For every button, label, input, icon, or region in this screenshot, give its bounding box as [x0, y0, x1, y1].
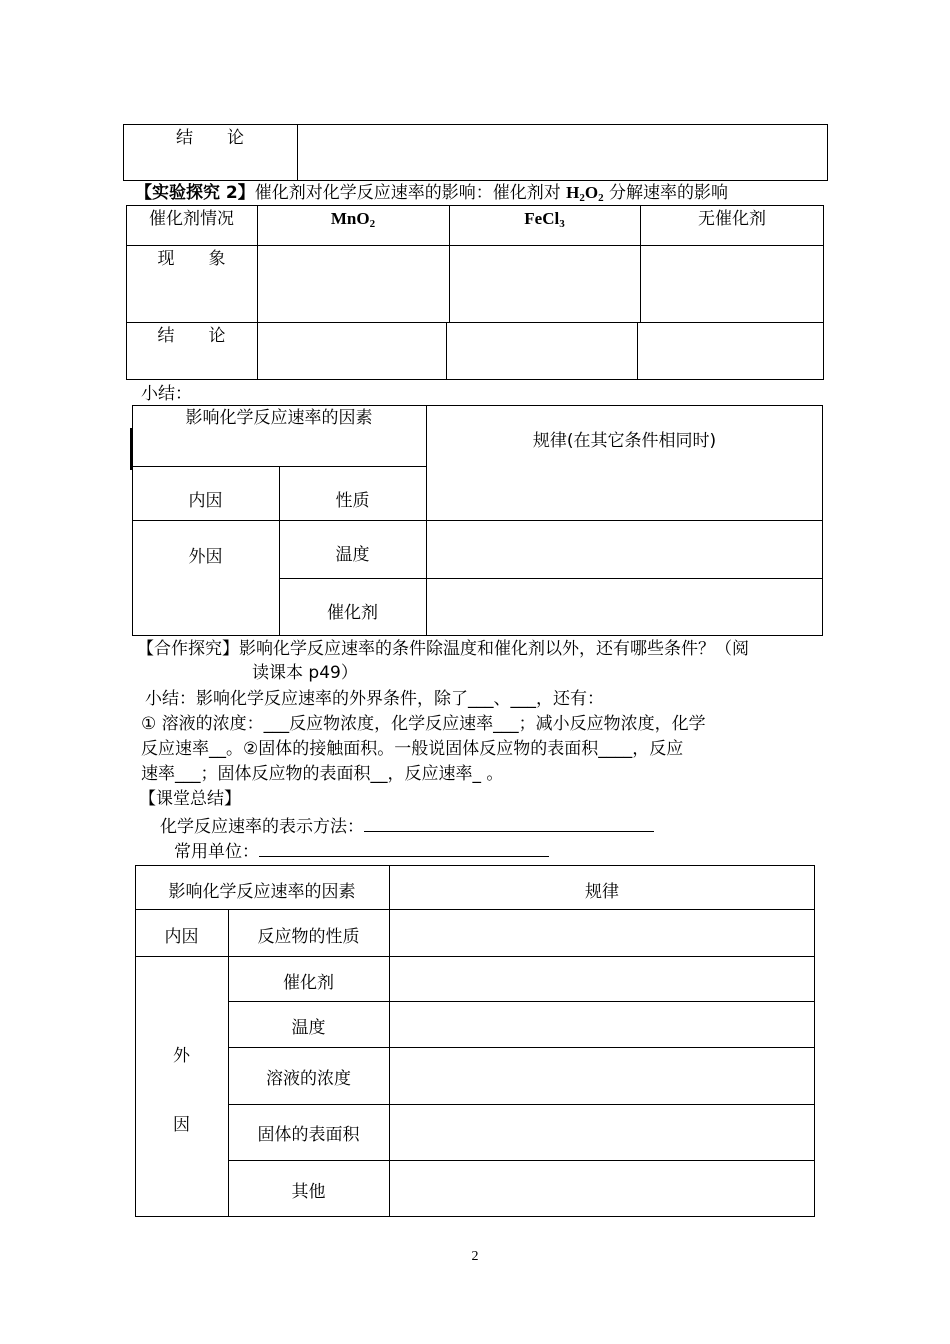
final-item-concentration: 溶液的浓度: [266, 1069, 351, 1089]
final-inner: 内因: [164, 927, 199, 947]
final-item-other: 其他: [291, 1182, 326, 1202]
header-no-catalyst: 无催化剂: [698, 209, 766, 229]
conclusion-label: 结 论: [176, 128, 244, 148]
unit-label: [174, 838, 549, 863]
factors-table-hline-2: [132, 520, 823, 521]
outer-factor: 外因: [188, 547, 223, 567]
unit-blank: [259, 838, 549, 857]
rule-header: 规律(在其它条件相同时): [532, 431, 717, 451]
row-phenomenon: 现 象: [157, 249, 226, 269]
coop-summary-3: 反应速率__。②固体的接触面积。一般说固体反应物的表面积____，反应: [141, 739, 684, 759]
final-item-temperature: 温度: [291, 1018, 326, 1038]
final-table-hline-2: [135, 956, 815, 957]
final-inner-item: 反应物的性质: [257, 927, 360, 947]
header-fecl3-sub: 3: [559, 218, 565, 230]
coop-summary-1: 小结：影响化学反应速率的外界条件，除了___、___，还有：: [145, 689, 604, 709]
inner-factor: 内因: [188, 491, 223, 511]
final-outer-1: 外: [173, 1046, 190, 1066]
exp2-heading-sub1: 2: [579, 192, 585, 204]
header-fecl3-main: FeCl: [524, 209, 560, 228]
catalyst-table-vline-2b: [446, 322, 447, 380]
coop-summary-4: 速率___；固体反应物的表面积__，反应速率_ 。: [141, 764, 504, 784]
final-table-vline-2: [389, 865, 390, 1217]
final-table: [135, 865, 815, 1217]
final-table-hline-5: [228, 1104, 815, 1105]
final-table-hline-6: [228, 1160, 815, 1161]
exp2-heading-main: 催化剂对化学反应速率的影响：催化剂对: [254, 183, 567, 203]
catalyst-table-hline-1: [126, 245, 824, 246]
page-number: 2: [471, 1249, 479, 1264]
header-fecl3: [449, 208, 640, 235]
method-label-text: 化学反应速率的表示方法：: [160, 817, 364, 837]
method-label: [160, 813, 654, 838]
coop-line-1: 【合作探究】影响化学反应速率的条件除温度和催化剂以外，还有哪些条件？（阅: [137, 639, 749, 659]
outer-item-temperature: 温度: [335, 545, 370, 565]
header-mno2-sub: 2: [369, 218, 376, 230]
factors-table-left-mark: [130, 428, 132, 470]
final-item-catalyst: 催化剂: [283, 973, 334, 993]
exp2-heading-h: H: [566, 183, 580, 202]
summary-label: 小结：: [141, 384, 192, 404]
coop-summary-2: ① 溶液的浓度：___反应物浓度，化学反应速率___；减小反应物浓度，化学: [141, 714, 706, 734]
exp2-heading-prefix: 【实验探究 2】: [135, 183, 255, 203]
exp2-heading-o: O: [584, 183, 599, 202]
conclusion-table-divider: [297, 124, 298, 181]
coop-line-2: 读课本 p49）: [252, 663, 358, 683]
inner-item: 性质: [335, 491, 370, 511]
unit-label-text: 常用单位：: [174, 842, 259, 862]
header-mno2-main: MnO: [330, 209, 370, 228]
catalyst-table-hline-2: [126, 322, 824, 323]
outer-item-catalyst: 催化剂: [327, 603, 378, 623]
final-table-hline-4: [228, 1047, 815, 1048]
final-outer-2: 因: [173, 1115, 190, 1135]
factors-header: 影响化学反应速率的因素: [185, 408, 373, 428]
class-summary-heading: 【课堂总结】: [139, 789, 241, 809]
final-item-surface-area: 固体的表面积: [257, 1125, 360, 1145]
row-conclusion: 结 论: [157, 326, 226, 346]
final-factors-header: 影响化学反应速率的因素: [168, 882, 356, 902]
exp2-heading-sub2: 2: [598, 192, 604, 204]
method-blank: [364, 813, 654, 832]
catalyst-table-vline-3b: [637, 322, 638, 380]
factors-table-hline-3: [279, 578, 823, 579]
final-table-vline-1: [228, 909, 229, 1217]
header-catalyst-condition: 催化剂情况: [149, 209, 234, 229]
final-rule-header: 规律: [585, 882, 619, 902]
final-table-hline-1: [135, 909, 815, 910]
header-mno2: [257, 208, 449, 235]
exp2-heading-suffix: 分解速率的影响: [603, 183, 729, 203]
final-table-hline-3: [228, 1001, 815, 1002]
